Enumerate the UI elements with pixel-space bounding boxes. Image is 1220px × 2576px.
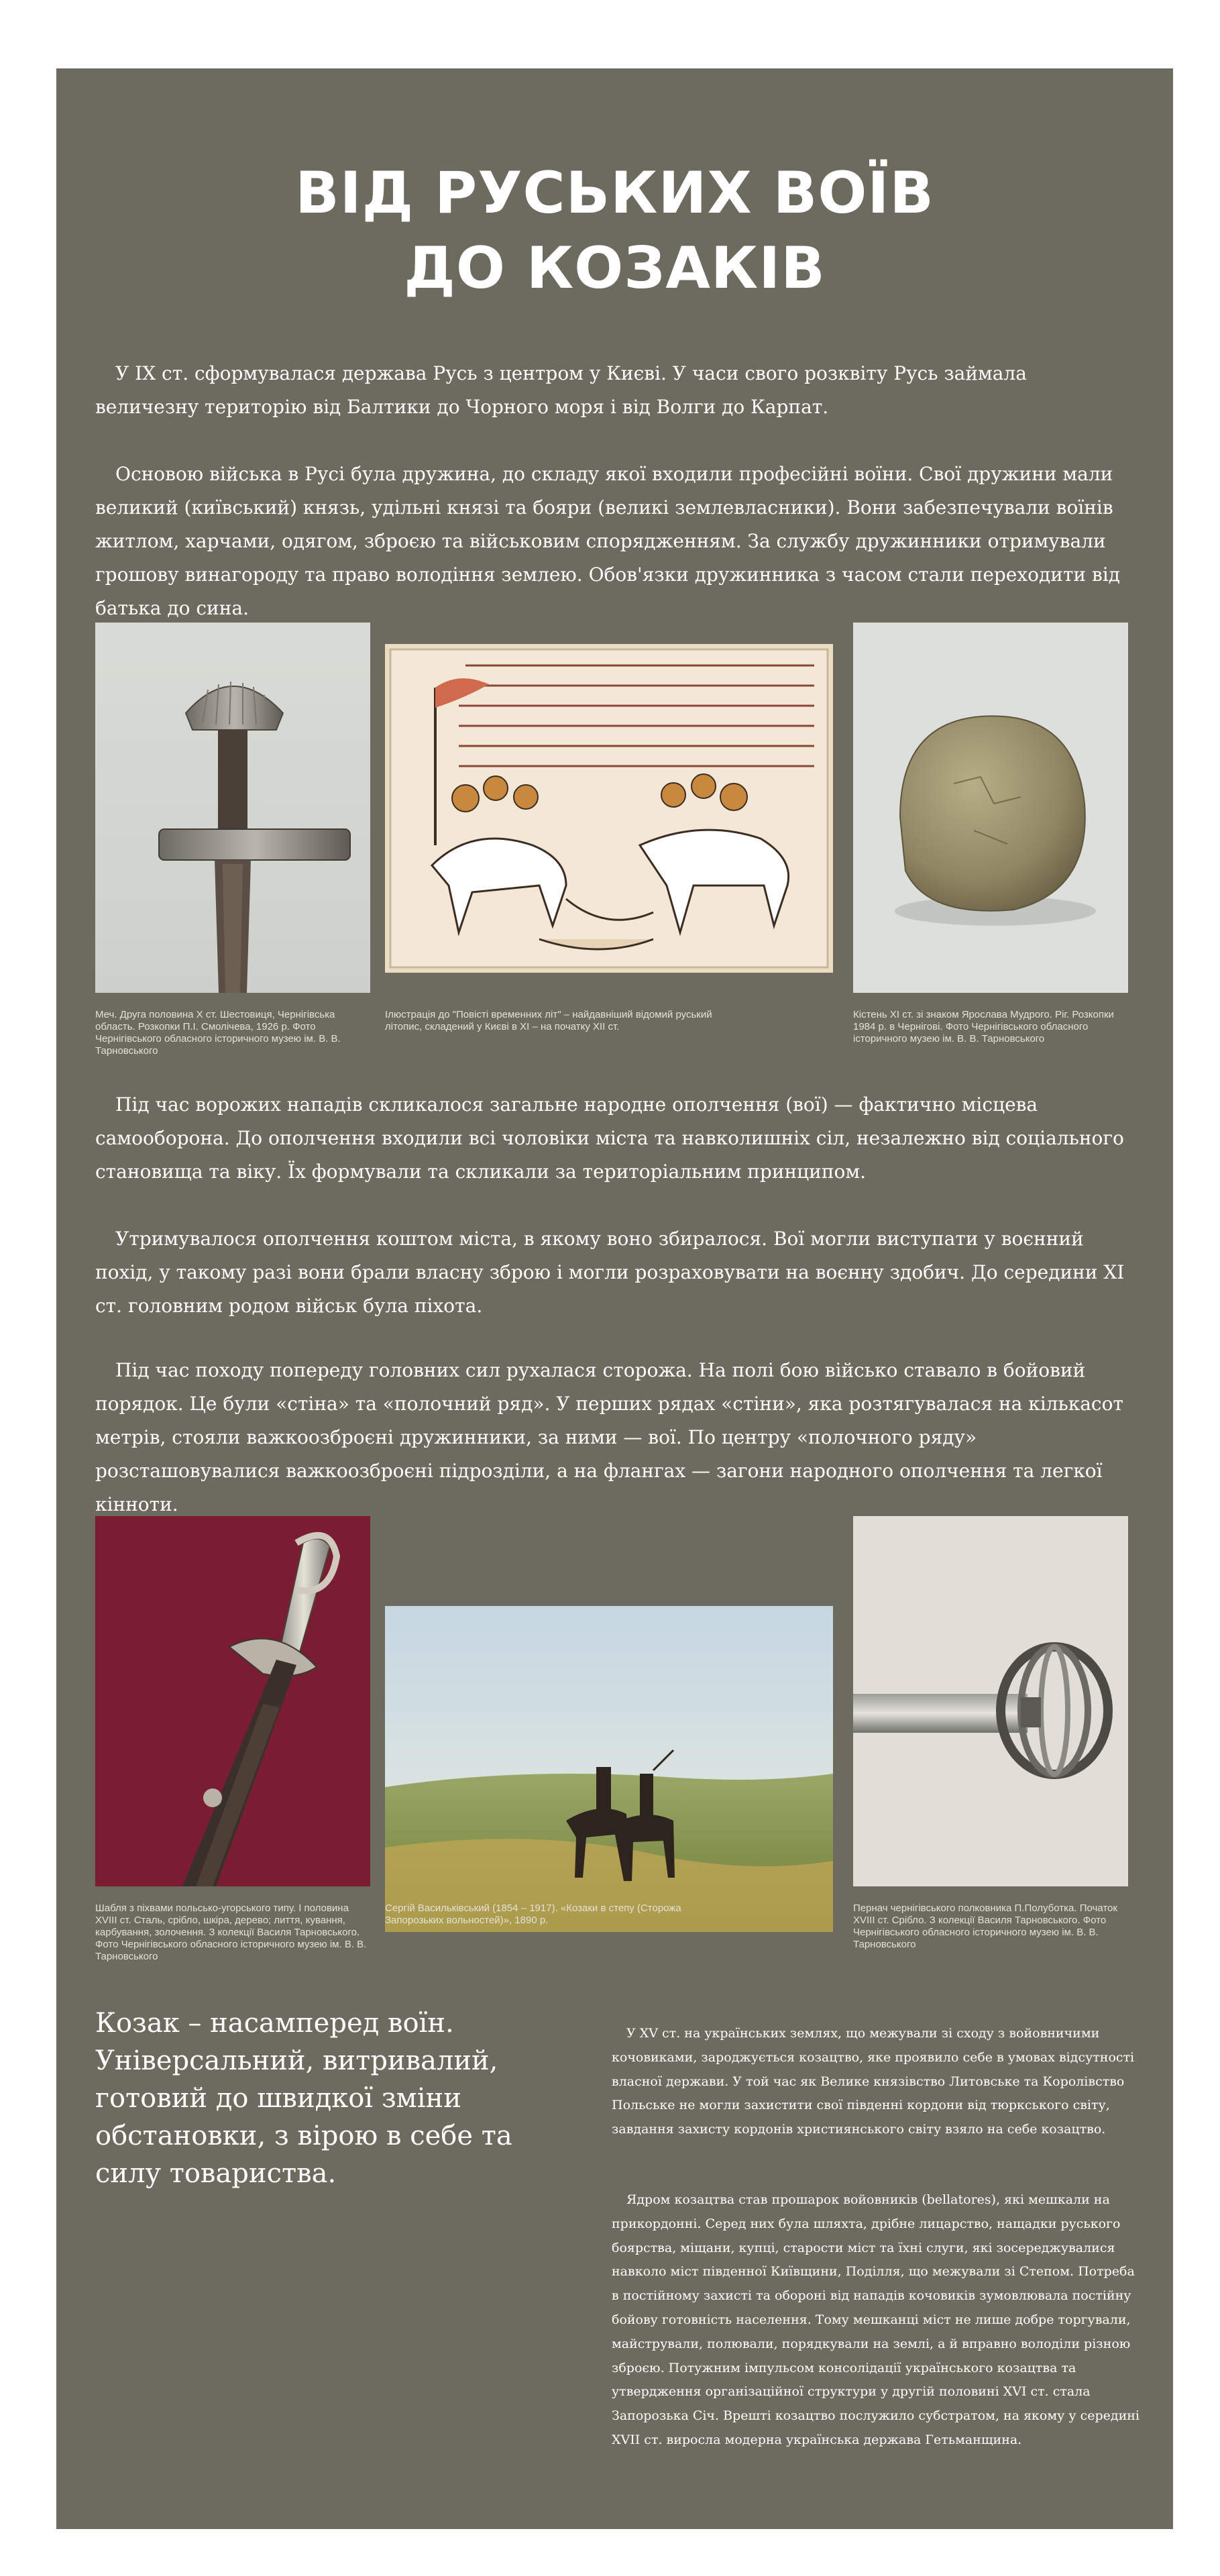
cossack-quote: Козак – насамперед воїн. Універсальний, витривалий, готовий до швидкої зміни обстановки, з вірою в себе та силу товариства. bbox=[95, 2008, 512, 2189]
mace-stone-image bbox=[853, 623, 1128, 993]
cossack-core-paragraph: Ядром козацтва став прошарок войовників (bellatores), які мешкали на прикордонні. Серед них була шляхта, дрібне лицарство, нащадки руського боярства, міщани, купці, старости міст та їхні слуги, які зосереджувалися навколо міст південної Київщини, Поділля, що межували зі Степом. Потреба в постійному захисті та обороні від нападів кочовиків зумовлювала постійну бойову готовність населення. Тому мешканці міст не лише добре торгували, майстрували, полювали, порядкували на землі, а й вправно володіли різною зброєю. Потужним імпульсом консолідації українського козацтва та утвердження організаційної структури у другій половині XVI ст. стала Запорозька Січ. Врешті козацтво послужило субстратом, на якому у середині XVII ст. виросла модерна українська держава Гетьманщина. bbox=[612, 2192, 1140, 2447]
pernach-caption: Пернач чернігівського полковника П.Полуботка. Початок XVIII ст. Срібло. З колекції Василя Тарновського. Фото Чернігівського обласного історичного музею ім. В. В. Тарновського bbox=[853, 1902, 1117, 1950]
title-line-1: ВІД РУСЬКИХ ВОЇВ bbox=[295, 160, 934, 227]
sabre-image bbox=[95, 1516, 370, 1886]
sword-image bbox=[95, 623, 370, 993]
title-line-2: ДО КОЗАКІВ bbox=[404, 235, 826, 302]
chronicle-illustration-image bbox=[385, 644, 833, 973]
cossacks-painting-image bbox=[385, 1606, 833, 1932]
druzhyna-paragraph: Основою війська в Русі була дружина, до складу якої входили професійні воїни. Свої дружини мали великий (київський) князь, удільні князі та бояри (великі землевласники). Вони забезпечували воїнів житлом, харчами, одягом, зброєю та військовим спорядженням. За службу дружинники отримували грошову винагороду та право володіння землею. Обов'язки дружинника з часом стали переходити від батька до сина. bbox=[95, 463, 1120, 619]
cossack-origins-paragraph: У XV ст. на українських землях, що межували зі сходу з войовничими кочовиками, зароджується козацтво, яке проявило себе в умовах відсутності власної держави. У той час як Велике князівство Литовське та Королівство Польське не могли захистити свої південні кордони від тюркського світу, завдання захисту кордонів християнського світу взяло на себе козацтво. bbox=[612, 2026, 1135, 2137]
chronicle-caption: Ілюстрація до "Повісті временних літ" – найдавніший відомий руський літопис, складений у Києві в XI – на початку XII ст. bbox=[385, 1009, 712, 1032]
intro-paragraph: У IX ст. сформувалася держава Русь з центром у Києві. У часи свого розквіту Русь займала величезну територію від Балтики до Чорного моря і від Волги до Карпат. bbox=[95, 362, 1027, 418]
mace-caption: Кістень XI ст. зі знаком Ярослава Мудрого. Ріг. Розкопки 1984 р. в Чернігові. Фото Чернігівського обласного історичного музею ім. В. В. Тарновського bbox=[853, 1009, 1114, 1044]
battle-order-paragraph: Під час походу попереду головних сил рухалася сторожа. На полі бою військо ставало в бойовий порядок. Це були «стіна» та «полочний ряд». У перших рядах «стіни», яка розтягувалася на кількасот метрів, стояли важкоозброєні дружинники, за ними — вої. По центру «полочного ряду» розсташовувалися важкоозброєні підрозділи, а на флангах — загони народного ополчення та легкої кінноти. bbox=[95, 1359, 1123, 1515]
sword-caption: Меч. Друга половина X ст. Шестовиця, Чернігівська область. Розкопки П.І. Смолічева, 1926 р. Фото Чернігівського обласного історичного музею ім. В. В. Тарновського bbox=[95, 1009, 341, 1057]
exhibit-panel bbox=[56, 68, 1173, 2529]
militia-paragraph: Під час ворожих нападів скликалося загальне народне ополчення (вої) — фактично місцева самооборона. До ополчення входили всі чоловіки міста та навколишніх сіл, незалежно від соціального становища та віку. Їх формували та скликали за територіальним принципом. bbox=[95, 1093, 1124, 1183]
painting-caption: Сергій Васильківський (1854 – 1917). «Козаки в степу (Сторожа Запорозьких вольностей)», 1890 р. bbox=[385, 1902, 681, 1926]
sabre-caption: Шабля з піхвами польсько-угорського типу. I половина XVIII ст. Сталь, срібло, шкіра, дерево; лиття, кування, карбування, золочення. З колекції Василя Тарновського. Фото Чернігівського обласного історичного музею ім. В. В. Тарновського bbox=[95, 1902, 367, 1962]
pernach-image bbox=[853, 1516, 1128, 1886]
page-title bbox=[56, 156, 1173, 306]
militia-funding-paragraph: Утримувалося ополчення коштом міста, в якому воно збиралося. Вої могли виступати у воєнний похід, у такому разі вони брали власну зброю і могли розраховувати на воєнну здобич. До середини XI ст. головним родом військ була піхота. bbox=[95, 1228, 1125, 1317]
